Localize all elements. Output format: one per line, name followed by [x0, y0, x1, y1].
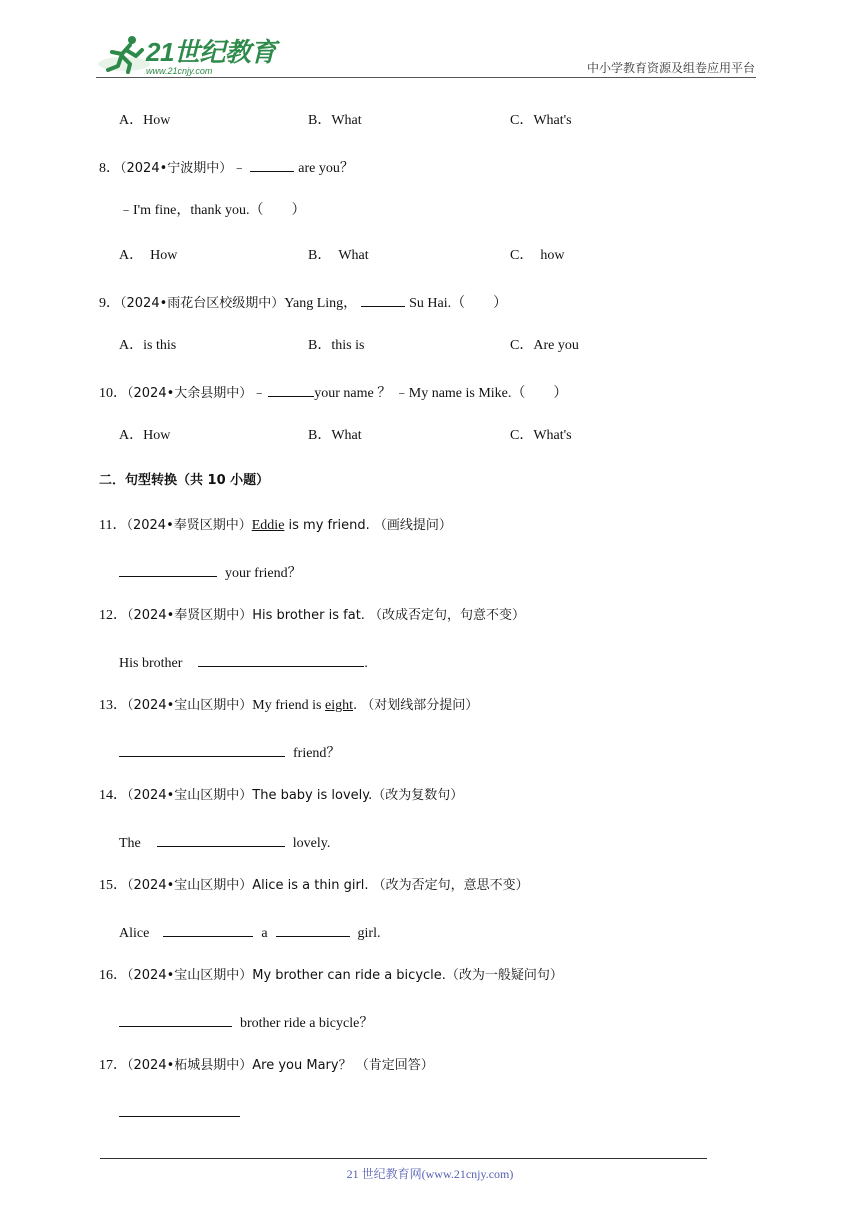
question-number: 10． [99, 386, 127, 401]
question-text: His brother is fat. （改成否定句，句意不变） [252, 608, 526, 623]
q11-answer-line [119, 562, 302, 583]
answer-blank[interactable] [276, 922, 350, 937]
question-9 [99, 292, 507, 313]
q7-option-a: A．How [119, 113, 171, 128]
question-text: Su Hai.（ ） [409, 296, 508, 311]
answer-text: Alice [119, 926, 150, 941]
q16-answer-line [119, 1012, 373, 1033]
header-divider [96, 77, 756, 78]
question-12 [99, 607, 525, 625]
logo-text: 21世纪教育 [146, 37, 276, 67]
question-text: ﹣ [232, 161, 247, 176]
question-source: （2024•奉贤区期中） [127, 608, 253, 623]
answer-blank[interactable] [119, 742, 285, 757]
q8-response-line: ﹣I'm fine，thank you.（ ） [119, 203, 306, 218]
answer-text: girl. [357, 926, 381, 941]
q10-option-c: C．What's [510, 428, 572, 443]
answer-blank[interactable] [250, 157, 294, 172]
question-13 [99, 697, 478, 715]
question-number: 15． [99, 878, 127, 893]
q7-option-b: B．What [308, 113, 362, 128]
question-source: （2024•柘城县期中） [127, 1058, 253, 1073]
footer-divider [100, 1158, 707, 1159]
q7-option-c: C．What's [510, 113, 572, 128]
question-source: （2024•雨花台区校级期中） [120, 296, 285, 311]
page-header [0, 0, 860, 80]
question-14 [99, 787, 463, 805]
answer-text: brother ride a bicycle？ [240, 1016, 374, 1031]
footer-text[interactable]: 21 世纪教育网(www.21cnjy.com) [346, 1167, 514, 1181]
question-source: （2024•奉贤区期中） [126, 518, 252, 533]
question-text: ﹣ [252, 386, 267, 401]
question-text: is my friend. （画线提问） [284, 518, 452, 533]
question-source: （2024•宝山区期中） [127, 968, 253, 983]
answer-blank[interactable] [163, 922, 253, 937]
header-platform-name: 中小学教育资源及组卷应用平台 [586, 61, 755, 75]
answer-blank[interactable] [198, 652, 364, 667]
question-number: 12． [99, 608, 127, 623]
question-source: （2024•宁波期中） [120, 161, 233, 176]
question-text: The baby is lovely.（改为复数句） [252, 788, 464, 803]
question-16 [99, 967, 563, 985]
q9-option-c: C．Are you [510, 338, 579, 353]
answer-blank[interactable] [119, 1012, 232, 1027]
question-10 [99, 382, 567, 403]
q10-option-a: A．How [119, 428, 171, 443]
q12-answer-line [119, 652, 368, 673]
answer-blank[interactable] [268, 382, 314, 397]
question-number: 11． [99, 518, 127, 533]
answer-blank[interactable] [361, 292, 405, 307]
question-source: （2024•宝山区期中） [127, 788, 253, 803]
answer-text: a [261, 926, 268, 941]
question-text: Are you Mary？ （肯定回答） [252, 1058, 434, 1073]
answer-text: lovely. [292, 836, 331, 851]
question-source: （2024•大余县期中） [127, 386, 253, 401]
q8-option-c: C． how [510, 248, 565, 263]
q15-answer-line [119, 922, 381, 943]
question-8 [99, 157, 354, 178]
question-number: 8． [99, 161, 120, 176]
question-number: 9． [99, 296, 120, 311]
q8-option-a: A． How [119, 248, 178, 263]
logo-url: www.21cnjy.com [146, 66, 213, 76]
answer-text: . [364, 656, 368, 671]
q13-answer-line [119, 742, 340, 763]
question-text: are you？ [298, 161, 354, 176]
answer-text: friend？ [293, 746, 341, 761]
question-text: . （对划线部分提问） [352, 698, 479, 713]
question-source: （2024•宝山区期中） [127, 698, 253, 713]
question-text: My brother can ride a bicycle.（改为一般疑问句） [252, 968, 563, 983]
q9-option-a: A．is this [119, 338, 177, 353]
answer-blank[interactable] [119, 562, 217, 577]
question-17 [99, 1057, 434, 1075]
answer-text: your friend？ [225, 566, 302, 581]
question-source: （2024•宝山区期中） [127, 878, 253, 893]
question-number: 17． [99, 1058, 127, 1073]
answer-blank[interactable] [119, 1102, 240, 1117]
q8-option-b: B． What [308, 248, 369, 263]
question-number: 14． [99, 788, 127, 803]
question-text: Yang Ling， [284, 296, 358, 311]
question-text: Alice is a thin girl. （改为否定句，意思不变） [252, 878, 529, 893]
question-text: your name ？ ﹣My name is Mike.（ ） [314, 386, 568, 401]
q17-answer-line [119, 1102, 240, 1123]
q10-option-b: B．What [308, 428, 362, 443]
answer-text: His brother [119, 656, 183, 671]
question-text: My friend is [252, 698, 325, 713]
q9-option-b: B．this is [308, 338, 365, 353]
question-number: 16． [99, 968, 127, 983]
section-title: 二．句型转换（共 10 小题） [99, 473, 270, 488]
question-15 [99, 877, 529, 895]
q14-answer-line [119, 832, 330, 853]
question-number: 13． [99, 698, 127, 713]
answer-blank[interactable] [157, 832, 285, 847]
question-11 [99, 517, 452, 535]
underlined-word: Eddie [251, 518, 285, 533]
underlined-word: eight [324, 698, 353, 713]
answer-text: The [119, 836, 141, 851]
